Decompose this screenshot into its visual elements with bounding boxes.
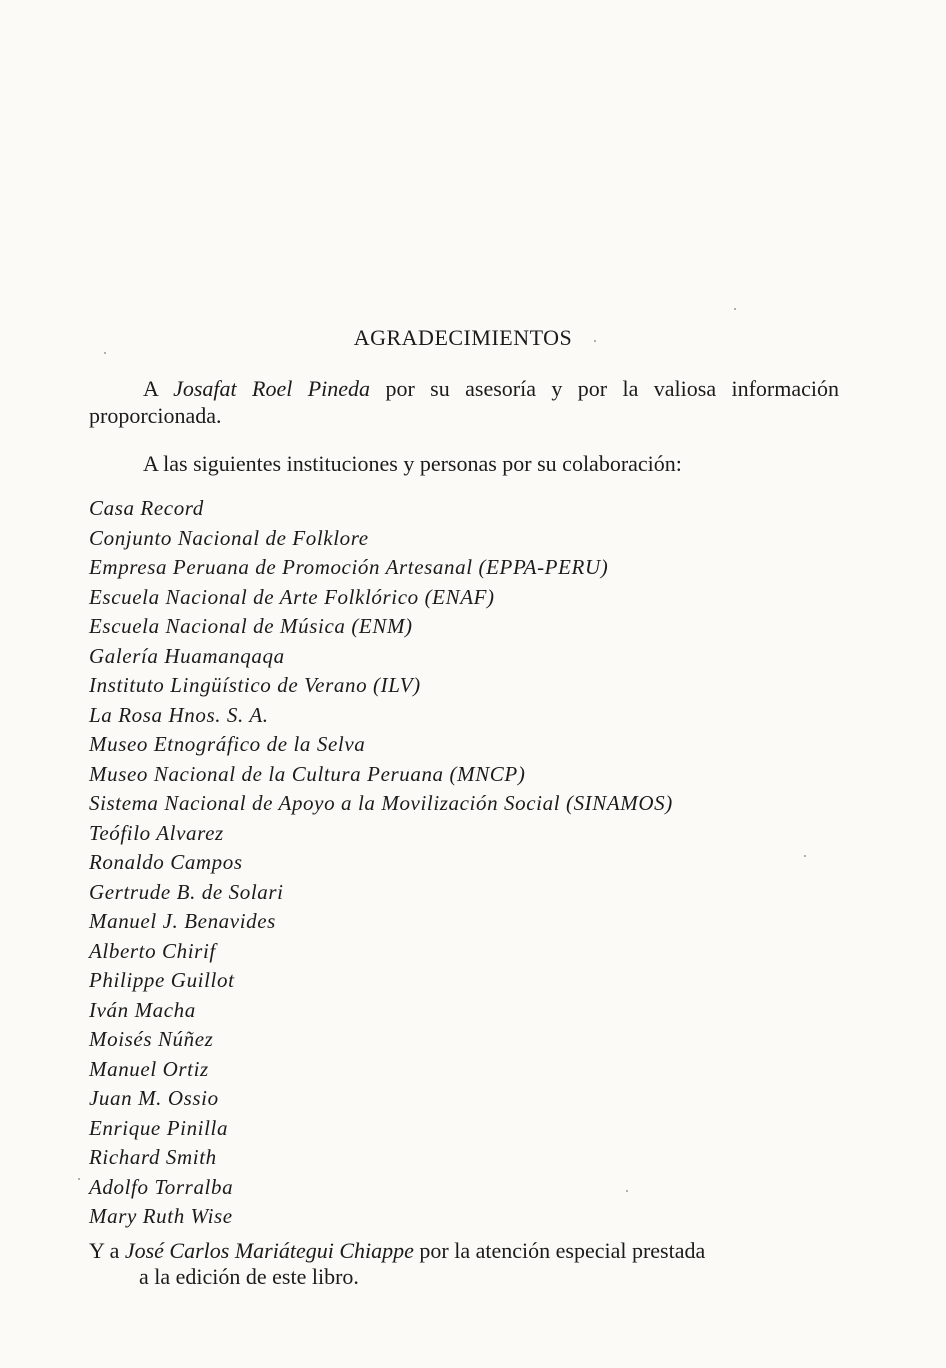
para1-lead: A <box>143 376 174 401</box>
closing-name: José Carlos Mariátegui Chiappe <box>124 1238 414 1263</box>
paper-speck <box>78 1178 80 1180</box>
closing-lead: Y a <box>89 1238 125 1263</box>
acknowledgement-paragraph-institutions <box>89 450 839 477</box>
paper-speck <box>734 308 736 310</box>
list-item: Ronaldo Campos <box>89 850 243 874</box>
closing-line2: a la edición de este libro. <box>139 1264 359 1289</box>
paper-speck <box>626 1190 628 1192</box>
list-item: Casa Record <box>89 496 204 520</box>
list-item: Galería Huamanqaqa <box>89 643 285 668</box>
list-item: Gertrude B. de Solari <box>89 879 284 904</box>
list-item: Conjunto Nacional de Folklore <box>89 525 369 550</box>
paper-speck <box>104 352 106 354</box>
list-item: Empresa Peruana de Promoción Artesanal (EPPA-PERU) <box>89 555 609 579</box>
para2-text: A las siguientes instituciones y personas por su colaboración: <box>143 451 682 476</box>
paper-speck <box>594 340 596 342</box>
list-item: Juan M. Ossio <box>89 1086 219 1110</box>
list-item: Teófilo Alvarez <box>89 820 224 845</box>
list-item: Escuela Nacional de Arte Folklórico (ENAF) <box>89 584 495 609</box>
list-item: Museo Nacional de la Cultura Peruana (MNCP) <box>89 761 526 786</box>
closing-paragraph <box>89 1238 839 1290</box>
list-item: Iván Macha <box>89 997 196 1022</box>
list-item: Sistema Nacional de Apoyo a la Movilización Social (SINAMOS) <box>89 791 673 815</box>
list-item: Philippe Guillot <box>89 968 235 992</box>
para1-rest: por su asesoría y por la valiosa información proporcionada. <box>89 376 840 428</box>
closing-line1-rest: por la atención especial prestada <box>413 1238 706 1263</box>
list-item: Richard Smith <box>89 1145 217 1169</box>
list-item: Alberto Chirif <box>89 938 216 963</box>
paper-speck <box>804 855 806 857</box>
acknowledgement-paragraph-roel <box>89 375 839 429</box>
list-item: La Rosa Hnos. S. A. <box>89 702 269 727</box>
list-item: Adolfo Torralba <box>89 1174 234 1199</box>
list-item: Manuel J. Benavides <box>89 909 276 933</box>
list-item: Manuel Ortiz <box>89 1056 209 1081</box>
list-item: Escuela Nacional de Música (ENM) <box>89 614 413 638</box>
list-item: Museo Etnográfico de la Selva <box>89 732 366 756</box>
list-item: Moisés Núñez <box>89 1027 214 1051</box>
page-title: AGRADECIMIENTOS <box>353 325 573 350</box>
acknowledgement-list <box>89 494 673 1232</box>
list-item: Enrique Pinilla <box>89 1115 229 1140</box>
list-item: Instituto Lingüístico de Verano (ILV) <box>89 673 421 697</box>
para1-name: Josafat Roel Pineda <box>173 376 371 401</box>
list-item: Mary Ruth Wise <box>89 1204 233 1228</box>
